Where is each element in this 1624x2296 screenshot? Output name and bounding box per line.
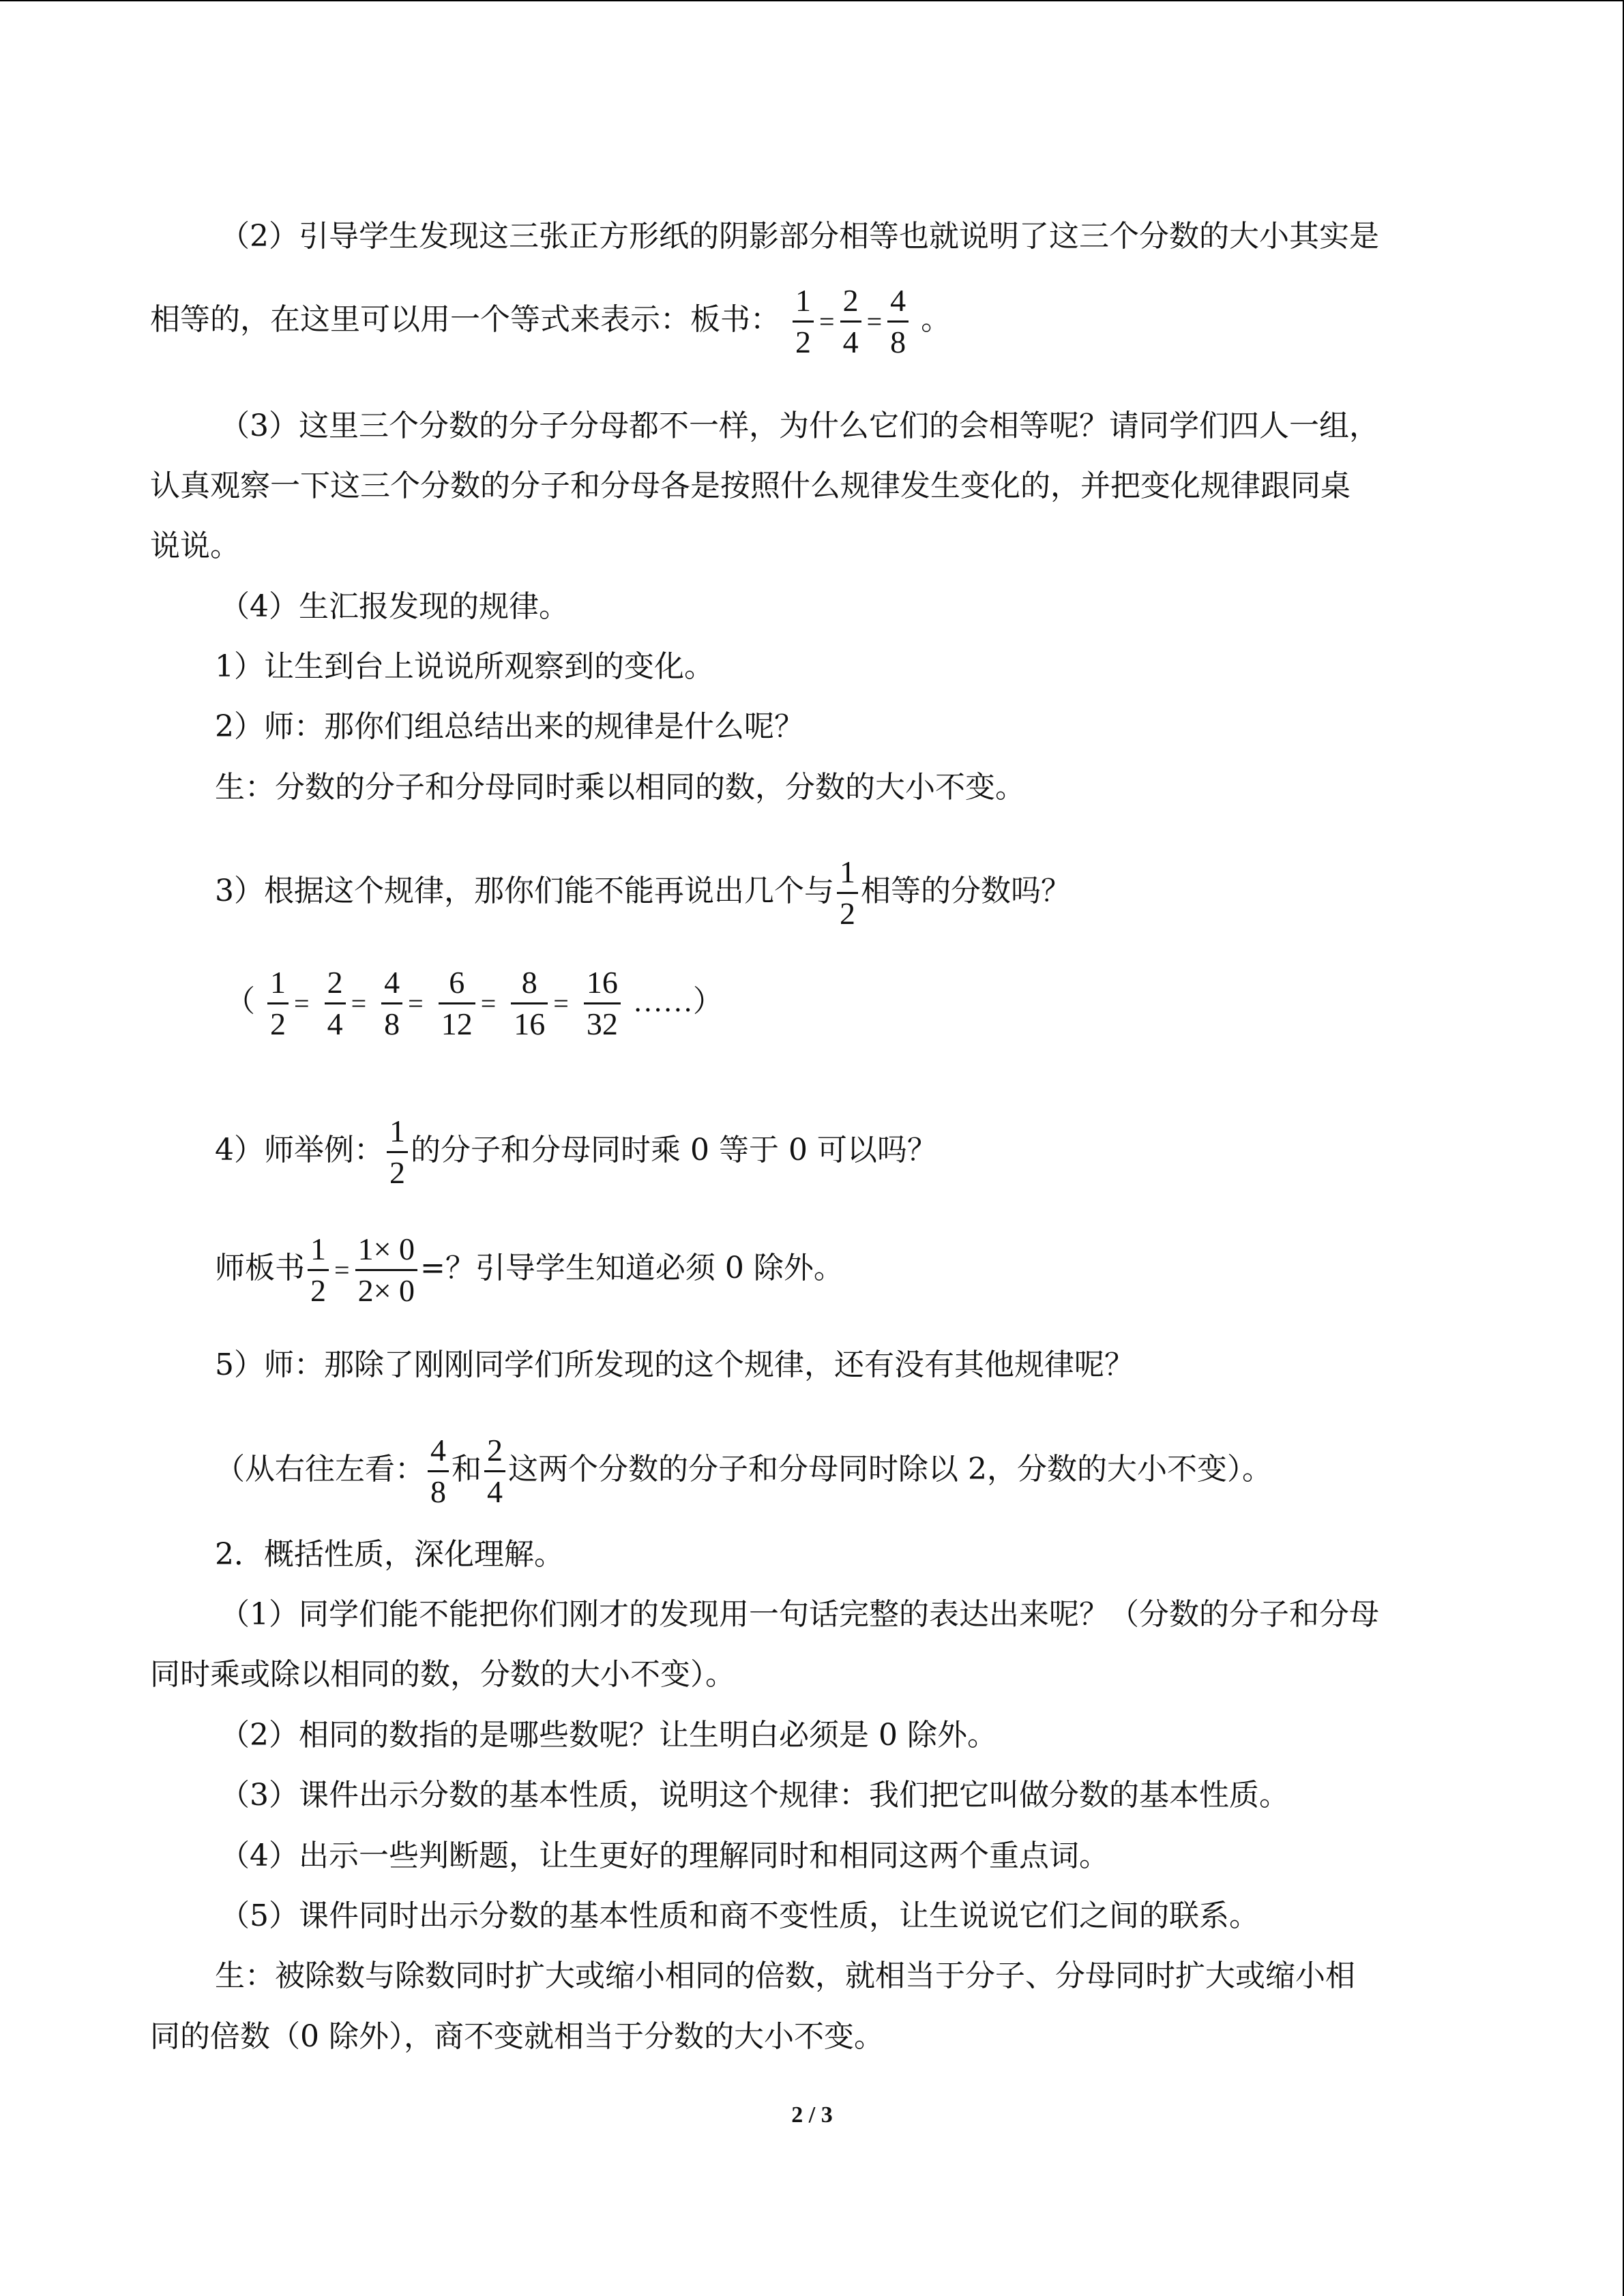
- fraction: $\frac{2}{4}$: [484, 1431, 505, 1512]
- paragraph-2-line2: 相等的，在这里可以用一个等式来表示：板书： $\frac{1}{2}$ = $\frac{2}{4}$ = $\frac{4}{8}$ 。: [150, 281, 951, 362]
- fraction: $\frac{4}{8}$: [428, 1431, 449, 1512]
- fraction-chain: （ $\frac{1}{2}$ = $\frac{2}{4}$ = $\frac{4}{8}$ = $\frac{6}{12}$ = $\frac{8}{16}$ = $\frac{16}{32}$ ……）: [225, 963, 723, 1044]
- question-3: （3）课件出示分数的基本性质，说明这个规律：我们把它叫做分数的基本性质。: [220, 1778, 1289, 1813]
- fraction: $\frac{2}{4}$: [325, 963, 346, 1044]
- step-2: 2）师：那你们组总结出来的规律是什么呢？: [215, 709, 804, 744]
- fraction: $\frac{8}{16}$: [511, 963, 548, 1044]
- page-number: 2 / 3: [791, 2102, 833, 2128]
- step-1: 1）让生到台上说说所观察到的变化。: [215, 649, 714, 684]
- teacher-board: 师板书 $\frac{1}{2}$ = $\frac{1\times 0}{2\times 0}$ =？引导学生知道必须 0 除外。: [215, 1229, 844, 1311]
- step-5: 5）师：那除了刚刚同学们所发现的这个规律，还有没有其他规律呢？: [215, 1347, 1134, 1382]
- question-5: （5）课件同时出示分数的基本性质和商不变性质，让生说说它们之间的联系。: [220, 1898, 1259, 1933]
- fraction: $\frac{1}{2}$: [837, 852, 858, 934]
- paragraph-2-line1: （2）引导学生发现这三张正方形纸的阴影部分相等也就说明了这三个分数的大小其实是: [220, 219, 1379, 254]
- section-2-heading: 2．概括性质，深化理解。: [215, 1537, 564, 1572]
- answer-line2: 同的倍数（0 除外），商不变就相当于分数的大小不变。: [150, 2019, 884, 2054]
- paragraph-4: （4）生汇报发现的规律。: [220, 589, 569, 624]
- fraction: $\frac{4}{8}$: [381, 963, 402, 1044]
- fraction: $\frac{1}{2}$: [793, 281, 814, 362]
- paragraph-3-line1: （3）这里三个分数的分子分母都不一样，为什么它们的会相等呢？请同学们四人一组，: [220, 408, 1379, 443]
- fraction: $\frac{1}{2}$: [267, 963, 289, 1044]
- paragraph-3-line3: 说说。: [150, 528, 240, 563]
- fraction: $\frac{1\times 0}{2\times 0}$: [355, 1229, 417, 1311]
- fraction: $\frac{4}{8}$: [887, 281, 909, 362]
- fraction: $\frac{1}{2}$: [387, 1112, 408, 1193]
- fraction: $\frac{6}{12}$: [439, 963, 475, 1044]
- paragraph-3-line2: 认真观察一下这三个分数的分子和分母各是按照什么规律发生变化的，并把变化规律跟同桌: [150, 468, 1350, 503]
- question-4: （4）出示一些判断题，让生更好的理解同时和相同这两个重点词。: [220, 1838, 1109, 1873]
- answer-line1: 生：被除数与除数同时扩大或缩小相同的倍数，就相当于分子、分母同时扩大或缩小相: [215, 1958, 1355, 1993]
- step-5-note: （从右往左看： $\frac{4}{8}$ 和 $\frac{2}{4}$ 这两个分数的分子和分母同时除以 2，分数的大小不变）。: [215, 1431, 1272, 1512]
- step-2-answer: 生：分数的分子和分母同时乘以相同的数，分数的大小不变。: [215, 770, 1025, 805]
- step-4: 4）师举例： $\frac{1}{2}$ 的分子和分母同时乘 0 等于 0 可以吗？: [215, 1112, 937, 1193]
- question-1-line2: 同时乘或除以相同的数，分数的大小不变）。: [150, 1657, 735, 1692]
- step-3: 3）根据这个规律，那你们能不能再说出几个与 $\frac{1}{2}$ 相等的分数吗？: [215, 852, 1071, 934]
- paragraph-2-text: 相等的，在这里可以用一个等式来表示：板书：: [150, 302, 780, 337]
- fraction: $\frac{16}{32}$: [584, 963, 621, 1044]
- fraction: $\frac{2}{4}$: [840, 281, 861, 362]
- question-1-line1: （1）同学们能不能把你们刚才的发现用一句话完整的表达出来呢？（分数的分子和分母: [220, 1597, 1379, 1632]
- fraction: $\frac{1}{2}$: [308, 1229, 329, 1311]
- question-2: （2）相同的数指的是哪些数呢？让生明白必须是 0 除外。: [220, 1718, 997, 1753]
